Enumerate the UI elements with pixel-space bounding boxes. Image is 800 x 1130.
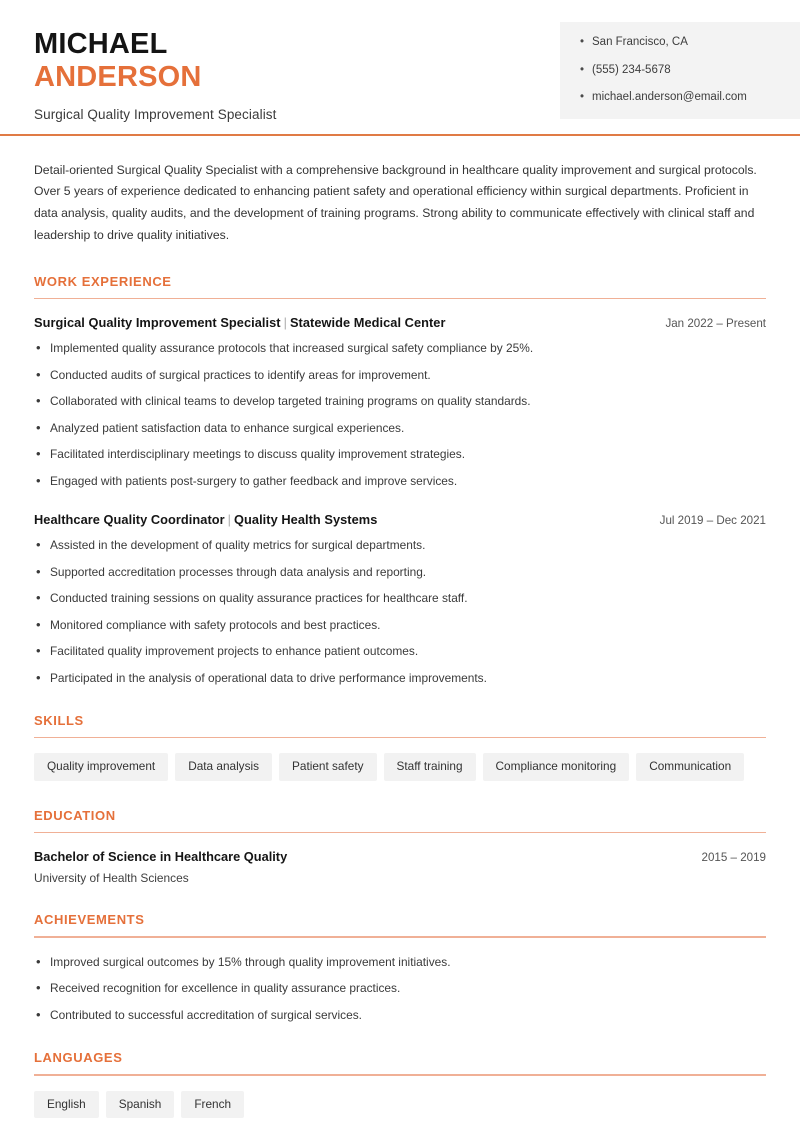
contact-item-location [580, 35, 784, 51]
experience-entry-header [34, 512, 766, 527]
contact-phone-value: (555) 234-5678 [592, 63, 671, 76]
achievements-bullet-list [34, 954, 766, 1023]
list-item: • Facilitated interdisciplinary meetings to discuss quality improvement strategies. [34, 446, 766, 462]
title-separator: | [283, 315, 287, 331]
list-item: • Implemented quality assurance protocols that increased surgical safety compliance by 25%. [34, 340, 766, 356]
contact-list [580, 35, 784, 106]
list-item: • Conducted audits of surgical practices to identify areas for improvement. [34, 367, 766, 383]
skill-chip: Quality improvement [34, 753, 168, 781]
experience-role: Healthcare Quality Coordinator [34, 511, 225, 527]
experience-bullet-list [34, 340, 766, 489]
contact-panel [560, 22, 800, 119]
language-chip: Spanish [106, 1091, 175, 1119]
experience-bullet-list [34, 537, 766, 686]
section-divider [34, 737, 766, 739]
section-divider [34, 936, 766, 938]
section-title-languages: LANGUAGES [34, 1050, 123, 1066]
section-title-skills: SKILLS [34, 712, 84, 728]
list-item: • Participated in the analysis of operational data to drive performance improvements. [34, 670, 766, 686]
list-item: • Monitored compliance with safety protocols and best practices. [34, 617, 766, 633]
section-skills [34, 713, 766, 781]
section-divider [34, 1074, 766, 1076]
skills-chip-list [34, 753, 766, 781]
first-name: MICHAEL [34, 28, 168, 60]
professional-summary: Detail-oriented Surgical Quality Specialist with a comprehensive background in healthcare quality improvement and surgical protocols. Over 5 years of experience dedicated to enhancing patient safety and operational efficiency within surgical departments. Proficient in data analysis, quality audits, and the development of training programs. Strong ability to communicate effectively with clinical staff and leadership to drive quality initiatives. [34, 162, 757, 242]
section-divider [34, 298, 766, 300]
skill-chip: Staff training [384, 753, 476, 781]
section-title-education: EDUCATION [34, 807, 116, 823]
languages-chip-list [34, 1091, 766, 1119]
section-languages [34, 1050, 766, 1118]
skill-chip: Data analysis [175, 753, 272, 781]
education-entry-header [34, 849, 766, 864]
experience-company: Statewide Medical Center [289, 315, 446, 331]
education-date-range: 2015 – 2019 [701, 851, 766, 865]
education-degree: Bachelor of Science in Healthcare Quality [34, 849, 288, 865]
experience-entry [34, 512, 766, 686]
experience-title-line [34, 512, 377, 527]
experience-date-range: Jan 2022 – Present [665, 317, 766, 331]
section-work-experience [34, 274, 766, 686]
language-chip: English [34, 1091, 99, 1119]
list-item: • Supported accreditation processes through data analysis and reporting. [34, 564, 766, 580]
language-chip: French [181, 1091, 244, 1119]
experience-date-range: Jul 2019 – Dec 2021 [659, 513, 766, 527]
contact-item-email[interactable] [580, 90, 784, 106]
education-entry [34, 849, 766, 885]
skill-chip: Patient safety [279, 753, 376, 781]
list-item: • Engaged with patients post-surgery to gather feedback and improve services. [34, 473, 766, 489]
resume-content [0, 160, 800, 1118]
skill-chip: Communication [636, 753, 744, 781]
last-name: ANDERSON [34, 61, 202, 94]
list-item: • Contributed to successful accreditation of surgical services. [34, 1007, 766, 1023]
experience-title-line [34, 315, 446, 330]
list-item: • Received recognition for excellence in quality assurance practices. [34, 980, 766, 996]
experience-entry-header [34, 315, 766, 330]
contact-email-value: michael.anderson@email.com [592, 91, 747, 104]
contact-location-value: San Francisco, CA [592, 36, 688, 48]
section-achievements [34, 912, 766, 1023]
section-title-achievements: ACHIEVEMENTS [34, 912, 145, 928]
list-item: • Facilitated quality improvement projects to enhance patient outcomes. [34, 643, 766, 659]
list-item: • Conducted training sessions on quality assurance practices for healthcare staff. [34, 590, 766, 606]
contact-item-phone[interactable] [580, 63, 784, 79]
section-divider [34, 832, 766, 834]
header-identity [0, 22, 560, 122]
section-title-work-experience: WORK EXPERIENCE [34, 273, 172, 289]
title-separator: | [227, 511, 232, 527]
resume-header [0, 0, 800, 122]
skill-chip: Compliance monitoring [483, 753, 630, 781]
list-item: • Assisted in the development of quality metrics for surgical departments. [34, 537, 766, 553]
experience-entry [34, 315, 766, 489]
header-job-title: Surgical Quality Improvement Specialist [34, 106, 277, 122]
bullet-dot-icon: • [580, 63, 585, 76]
bullet-dot-icon: • [580, 91, 585, 104]
experience-role: Surgical Quality Improvement Specialist [34, 315, 281, 331]
education-institution: University of Health Sciences [34, 871, 189, 886]
list-item: • Collaborated with clinical teams to develop targeted training programs on quality standards. [34, 393, 766, 409]
header-divider [0, 134, 800, 136]
section-education [34, 808, 766, 886]
experience-company: Quality Health Systems [234, 511, 378, 527]
list-item: • Improved surgical outcomes by 15% through quality improvement initiatives. [34, 954, 766, 970]
list-item: • Analyzed patient satisfaction data to enhance surgical experiences. [34, 420, 766, 436]
bullet-dot-icon: • [580, 36, 585, 48]
